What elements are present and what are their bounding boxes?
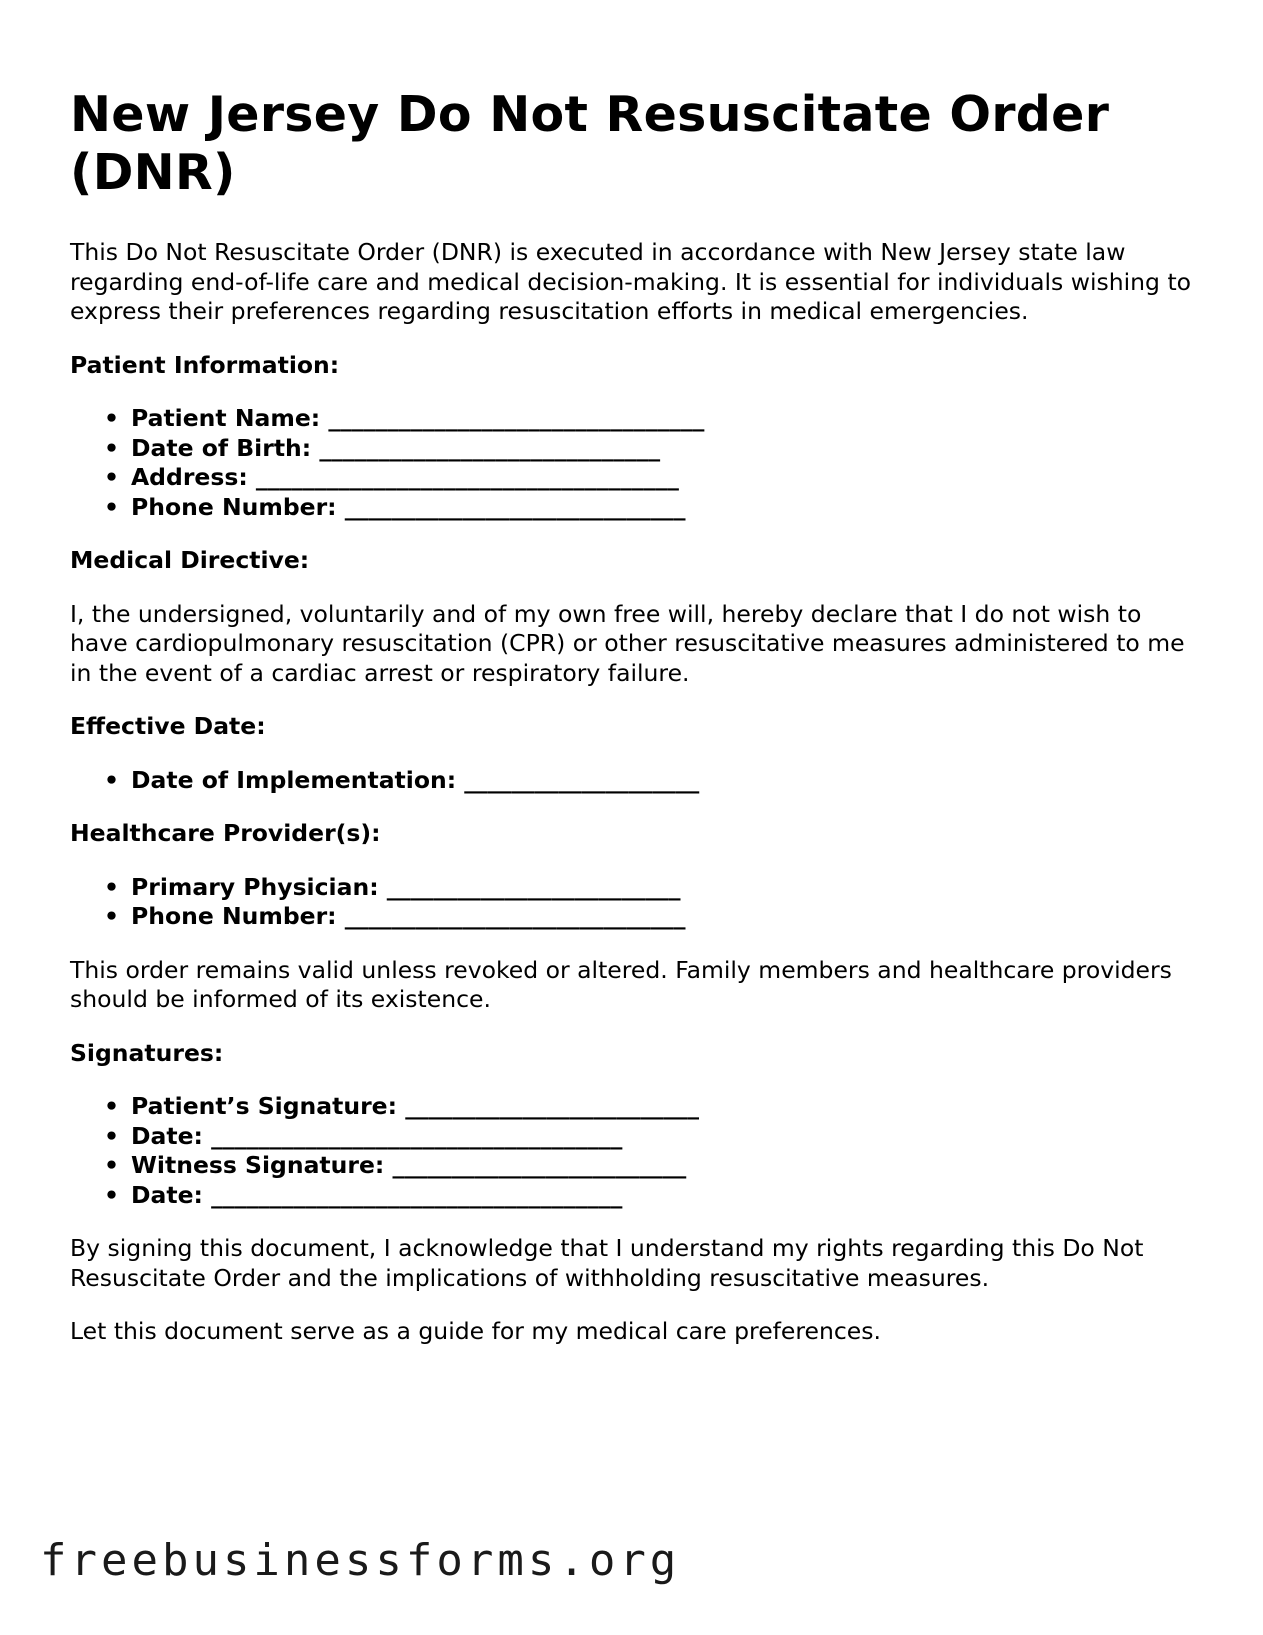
patient-signature-field: • Patient’s Signature: _________________________	[131, 1092, 1200, 1122]
effective-date-heading: Effective Date:	[70, 712, 266, 740]
patient-signature-date-field: • Date: ___________________________________	[131, 1122, 1200, 1152]
effective-date-list	[70, 766, 1200, 796]
patient-name-field: • Patient Name: ________________________________	[131, 404, 1200, 434]
site-watermark: freebusinessforms.org	[40, 1535, 681, 1586]
witness-signature-date-field: • Date: ___________________________________	[131, 1181, 1200, 1211]
medical-directive-heading: Medical Directive:	[70, 546, 310, 574]
address-field: • Address: ____________________________________	[131, 463, 1200, 493]
patient-info-list	[70, 404, 1200, 522]
acknowledgment-paragraph: By signing this document, I acknowledge that I understand my rights regarding this Do Not Resuscitate Order and the implications of withholding resuscitative measures.	[70, 1234, 1144, 1292]
medical-directive-text: I, the undersigned, voluntarily and of my own free will, hereby declare that I do not wish to have cardiopulmonary resuscitation (CPR) or other resuscitative measures administered to me in the event of a cardiac arrest or respiratory failure.	[70, 599, 1185, 687]
date-of-birth-field: • Date of Birth: _____________________________	[131, 434, 1200, 464]
validity-paragraph: This order remains valid unless revoked or altered. Family members and healthcare providers should be informed of its existence.	[70, 955, 1172, 1013]
signatures-heading: Signatures:	[70, 1038, 224, 1067]
primary-physician-field: • Primary Physician: _________________________	[131, 873, 1200, 903]
physician-phone-field: • Phone Number: _____________________________	[131, 902, 1200, 932]
patient-phone-field: • Phone Number: _____________________________	[131, 493, 1200, 523]
intro-paragraph: This Do Not Resuscitate Order (DNR) is executed in accordance with New Jersey state law regarding end-of-life care and medical decision-making. It is essential for individuals wishing to express their preferences regarding resuscitation efforts in medical emergencies.	[70, 238, 1192, 325]
implementation-date-field: • Date of Implementation: ____________________	[131, 766, 1200, 796]
providers-heading: Healthcare Provider(s):	[70, 819, 381, 847]
witness-signature-field: • Witness Signature: _________________________	[131, 1151, 1200, 1181]
signatures-list	[70, 1092, 1200, 1210]
page-title: New Jersey Do Not Resuscitate Order (DNR)	[70, 86, 1110, 201]
patient-info-heading: Patient Information:	[70, 350, 340, 379]
closing-paragraph: Let this document serve as a guide for my medical care preferences.	[70, 1317, 881, 1345]
providers-list	[70, 873, 1200, 932]
document-page	[70, 86, 1200, 1371]
